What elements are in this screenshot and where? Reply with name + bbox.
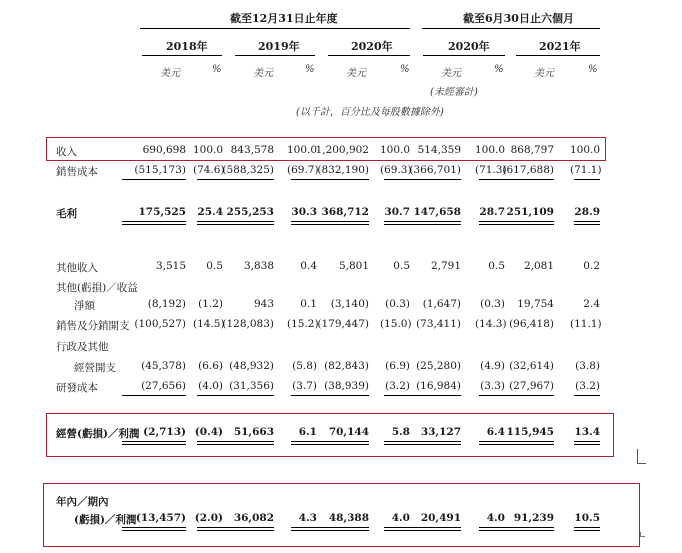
cell-admin-expenses-8: (32,614) [509, 360, 554, 372]
cell-net-profit-6: 20,491 [420, 512, 461, 524]
double-underline [574, 441, 600, 445]
cell-other-gains-losses-3: 0.1 [300, 298, 317, 310]
single-underline [210, 179, 274, 180]
cell-other-gains-losses-7: (0.3) [480, 298, 505, 310]
single-underline [490, 179, 554, 180]
year-header-2021-h1: 2021年 [539, 40, 581, 53]
single-underline [122, 179, 186, 180]
double-underline [122, 221, 186, 225]
cell-other-gains-losses-1: (1.2) [198, 298, 223, 310]
double-underline [490, 441, 554, 445]
cell-net-profit-3: 4.3 [298, 512, 317, 524]
cell-selling-expenses-8: (96,418) [509, 318, 554, 330]
row-label-gross-profit: 毛利 [56, 208, 77, 220]
units-note: (以千計，百分比及每股數據除外) [296, 107, 444, 118]
single-underline [397, 179, 461, 180]
cell-admin-expenses-1: (6.6) [198, 360, 223, 372]
cell-selling-expenses-2: (128,083) [222, 318, 274, 330]
cell-operating-profit-7: 6.4 [486, 426, 505, 438]
cell-revenue-0: 690,698 [142, 144, 186, 156]
cell-other-income-1: 0.5 [206, 260, 223, 272]
cell-revenue-5: 100.0 [380, 144, 411, 156]
row-label-cont-admin-expenses: 經營開支 [74, 362, 116, 374]
cell-rd-costs-7: (3.3) [480, 380, 505, 392]
cell-gross-profit-3: 30.3 [291, 206, 317, 218]
cell-admin-expenses-7: (4.9) [480, 360, 505, 372]
double-underline [297, 221, 369, 225]
cell-admin-expenses-0: (45,378) [141, 360, 186, 372]
cell-revenue-8: 868,797 [510, 144, 554, 156]
cell-gross-profit-0: 175,525 [138, 206, 186, 218]
cell-operating-profit-8: 115,945 [506, 426, 554, 438]
single-underline [297, 395, 369, 396]
single-underline [397, 395, 461, 396]
double-underline [397, 441, 461, 445]
cell-selling-expenses-1: (14.5) [193, 318, 225, 330]
cell-cost-of-sales-9: (71.1) [570, 164, 602, 176]
year-header-2020: 2020年 [351, 40, 393, 53]
cell-revenue-4: 1,200,902 [315, 144, 369, 156]
cell-rd-costs-2: (31,356) [229, 380, 274, 392]
double-underline [122, 441, 186, 445]
cell-net-profit-2: 36,082 [233, 512, 274, 524]
year-rule-2020-h1 [423, 55, 505, 56]
paragraph-mark-icon [640, 532, 645, 537]
row-label-cont-net-profit: (虧損)／利潤 [74, 514, 137, 526]
cell-net-profit-4: 48,388 [328, 512, 369, 524]
header-group-interim-rule [422, 28, 600, 29]
double-underline [397, 527, 461, 531]
cell-net-profit-0: (13,457) [135, 512, 186, 524]
cell-selling-expenses-6: (73,411) [416, 318, 461, 330]
cell-admin-expenses-6: (25,280) [416, 360, 461, 372]
cell-other-income-2: 3,838 [243, 260, 274, 272]
cell-cost-of-sales-2: (588,325) [222, 164, 274, 176]
year-rule-2019 [235, 55, 315, 56]
cell-cost-of-sales-3: (69.7) [287, 164, 319, 176]
cell-other-gains-losses-9: 2.4 [583, 298, 600, 310]
cell-selling-expenses-5: (15.0) [380, 318, 412, 330]
row-label-admin-expenses: 行政及其他 [56, 341, 109, 353]
cell-selling-expenses-3: (15.2) [287, 318, 319, 330]
cell-gross-profit-4: 368,712 [321, 206, 369, 218]
cell-other-gains-losses-0: (8,192) [147, 298, 186, 310]
cell-rd-costs-1: (4.0) [198, 380, 223, 392]
double-underline [397, 221, 461, 225]
row-label-selling-expenses: 銷售及分銷開支 [56, 320, 130, 332]
unit-pct-2019: % [305, 64, 315, 75]
cell-cost-of-sales-0: (515,173) [134, 164, 186, 176]
cell-gross-profit-1: 25.4 [197, 206, 223, 218]
unit-usd-2020-h1: 美元 [441, 68, 461, 79]
cell-cost-of-sales-5: (69.3) [380, 164, 412, 176]
single-underline [490, 395, 554, 396]
row-label-net-profit: 年內／期內 [56, 496, 109, 508]
header-group-annual: 截至12月31日止年度 [230, 12, 338, 25]
year-rule-2018 [142, 55, 222, 56]
double-underline [210, 527, 274, 531]
year-header-2019: 2019年 [258, 40, 300, 53]
cell-admin-expenses-4: (82,843) [324, 360, 369, 372]
year-rule-2020 [328, 55, 410, 56]
cell-gross-profit-8: 251,109 [506, 206, 554, 218]
cell-net-profit-9: 10.5 [574, 512, 600, 524]
single-underline [122, 395, 186, 396]
single-underline [574, 179, 600, 180]
double-underline [574, 221, 600, 225]
single-underline [210, 395, 274, 396]
cell-revenue-1: 100.0 [193, 144, 224, 156]
unit-pct-2021-h1: % [588, 64, 598, 75]
cell-other-income-5: 0.5 [393, 260, 410, 272]
cell-admin-expenses-2: (48,932) [229, 360, 274, 372]
double-underline [574, 527, 600, 531]
double-underline [210, 441, 274, 445]
double-underline [490, 221, 554, 225]
cell-net-profit-8: 91,239 [513, 512, 554, 524]
row-label-cont-other-gains-losses: 淨額 [74, 300, 95, 312]
single-underline [574, 395, 600, 396]
cell-operating-profit-1: (0.4) [194, 426, 223, 438]
paragraph-mark-icon [637, 449, 646, 464]
row-label-cost-of-sales: 銷售成本 [56, 166, 98, 178]
cell-cost-of-sales-8: (617,688) [502, 164, 554, 176]
cell-rd-costs-6: (16,984) [416, 380, 461, 392]
cell-revenue-3: 100.0 [287, 144, 318, 156]
cell-gross-profit-7: 28.7 [479, 206, 505, 218]
cell-selling-expenses-7: (14.3) [475, 318, 507, 330]
cell-revenue-6: 514,359 [417, 144, 461, 156]
cell-selling-expenses-0: (100,527) [134, 318, 186, 330]
unit-pct-2020: % [400, 64, 410, 75]
cell-other-income-4: 5,801 [338, 260, 369, 272]
cell-other-gains-losses-5: (0.3) [385, 298, 410, 310]
row-label-rd-costs: 研發成本 [56, 382, 98, 394]
row-label-other-income: 其他收入 [56, 262, 98, 274]
cell-rd-costs-5: (3.2) [385, 380, 410, 392]
cell-rd-costs-3: (3.7) [292, 380, 317, 392]
cell-operating-profit-3: 6.1 [298, 426, 317, 438]
cell-net-profit-5: 4.0 [391, 512, 410, 524]
unit-usd-2021-h1: 美元 [534, 68, 554, 79]
cell-cost-of-sales-6: (366,701) [409, 164, 461, 176]
cell-other-income-9: 0.2 [583, 260, 600, 272]
cell-rd-costs-0: (27,656) [141, 380, 186, 392]
cell-gross-profit-5: 30.7 [384, 206, 410, 218]
cell-rd-costs-4: (38,939) [324, 380, 369, 392]
cell-revenue-2: 843,578 [230, 144, 274, 156]
double-underline [490, 527, 554, 531]
double-underline [297, 441, 369, 445]
double-underline [122, 527, 186, 531]
cell-admin-expenses-9: (3.8) [575, 360, 600, 372]
cell-operating-profit-9: 13.4 [574, 426, 600, 438]
cell-gross-profit-2: 255,253 [226, 206, 274, 218]
cell-revenue-7: 100.0 [475, 144, 506, 156]
year-rule-2021-h1 [516, 55, 600, 56]
cell-other-gains-losses-2: 943 [253, 298, 274, 310]
cell-gross-profit-9: 28.9 [574, 206, 600, 218]
row-label-revenue: 收入 [56, 146, 77, 158]
header-group-annual-rule [140, 28, 410, 29]
cell-gross-profit-6: 147,658 [413, 206, 461, 218]
cell-other-gains-losses-8: 19,754 [517, 298, 554, 310]
double-underline [210, 221, 274, 225]
year-header-2018: 2018年 [166, 40, 208, 53]
cell-selling-expenses-4: (179,447) [317, 318, 369, 330]
unit-usd-2020: 美元 [346, 68, 366, 79]
cell-other-gains-losses-4: (3,140) [330, 298, 369, 310]
cell-operating-profit-4: 70,144 [328, 426, 369, 438]
cell-other-income-6: 2,791 [430, 260, 461, 272]
cell-other-income-0: 3,515 [155, 260, 186, 272]
header-group-interim: 截至6月30日止六個月 [463, 12, 574, 25]
cell-rd-costs-9: (3.2) [575, 380, 600, 392]
cell-operating-profit-5: 5.8 [391, 426, 410, 438]
row-label-other-gains-losses: 其他(虧損)／收益 [56, 282, 138, 294]
cell-admin-expenses-3: (5.8) [292, 360, 317, 372]
double-underline [297, 527, 369, 531]
unit-pct-2018: % [212, 64, 222, 75]
cell-other-income-7: 0.5 [488, 260, 505, 272]
unit-usd-2019: 美元 [253, 68, 273, 79]
cell-admin-expenses-5: (6.9) [385, 360, 410, 372]
cell-other-gains-losses-6: (1,647) [422, 298, 461, 310]
cell-operating-profit-2: 51,663 [233, 426, 274, 438]
cell-operating-profit-0: (2,713) [143, 426, 186, 438]
cell-cost-of-sales-4: (832,190) [317, 164, 369, 176]
row-label-operating-profit: 經營(虧損)／利潤 [56, 428, 140, 440]
unit-pct-2020-h1: % [494, 64, 504, 75]
unaudited-note: (未經審計) [430, 87, 478, 98]
cell-revenue-9: 100.0 [570, 144, 601, 156]
cell-cost-of-sales-1: (74.6) [193, 164, 225, 176]
single-underline [297, 179, 369, 180]
unit-usd-2018: 美元 [160, 68, 180, 79]
cell-rd-costs-8: (27,967) [509, 380, 554, 392]
cell-operating-profit-6: 33,127 [420, 426, 461, 438]
cell-net-profit-1: (2.0) [194, 512, 223, 524]
cell-net-profit-7: 4.0 [486, 512, 505, 524]
cell-other-income-8: 2,081 [523, 260, 554, 272]
cell-cost-of-sales-7: (71.3) [475, 164, 507, 176]
cell-other-income-3: 0.4 [300, 260, 317, 272]
year-header-2020-h1: 2020年 [448, 40, 490, 53]
cell-selling-expenses-9: (11.1) [570, 318, 602, 330]
